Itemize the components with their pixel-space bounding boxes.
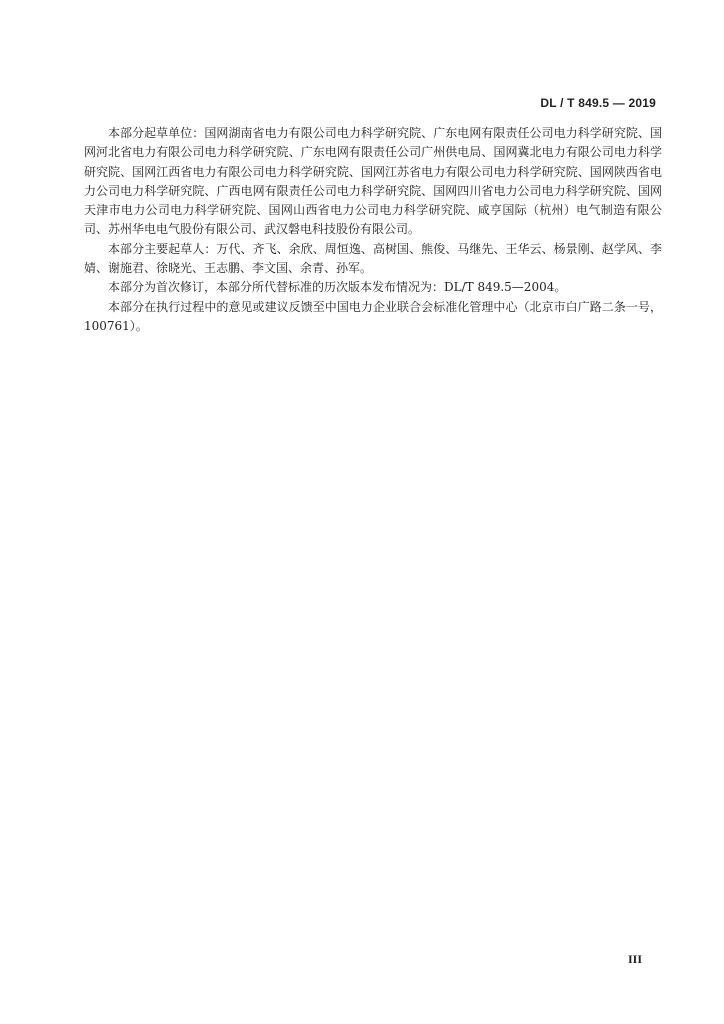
- page-number: III: [627, 952, 642, 966]
- revision-history-paragraph: 本部分为首次修订，本部分所代替标准的历次版本发布情况为：DL/T 849.5—2004。: [108, 280, 567, 295]
- drafting-units-paragraph: 本部分起草单位：国网湖南省电力有限公司电力科学研究院、广东电网有限责任公司电力科学研究院、国网河北省电力有限公司电力科学研究院、广东电网有限责任公司广州供电局、国网冀北电力有限公司电力科学研究院、国网江西省电力有限公司电力科学研究院、国网江苏省电力有限公司电力科学研究院、国网陕西省电力公司电力科学研究院、广西电网有限责任公司电力科学研究院、国网四川省电力公司电力科学研究院、国网天津市电力公司电力科学研究院、国网山西省电力公司电力科学研究院、咸亨国际（杭州）电气制造有限公司、苏州华电电气股份有限公司、武汉磐电科技股份有限公司。: [84, 126, 662, 237]
- drafters-paragraph: 本部分主要起草人：万代、齐飞、余欣、周恒逸、高树国、熊俊、马继先、王华云、杨景刚、赵学风、李婧、谢施君、徐晓光、王志鹏、李文国、余青、孙军。: [84, 241, 662, 276]
- document-body: [84, 124, 662, 336]
- document-identifier: DL / T 849.5 — 2019: [540, 96, 656, 110]
- feedback-paragraph: 本部分在执行过程中的意见或建议反馈至中国电力企业联合会标准化管理中心（北京市白广路二条一号，100761）。: [84, 299, 662, 333]
